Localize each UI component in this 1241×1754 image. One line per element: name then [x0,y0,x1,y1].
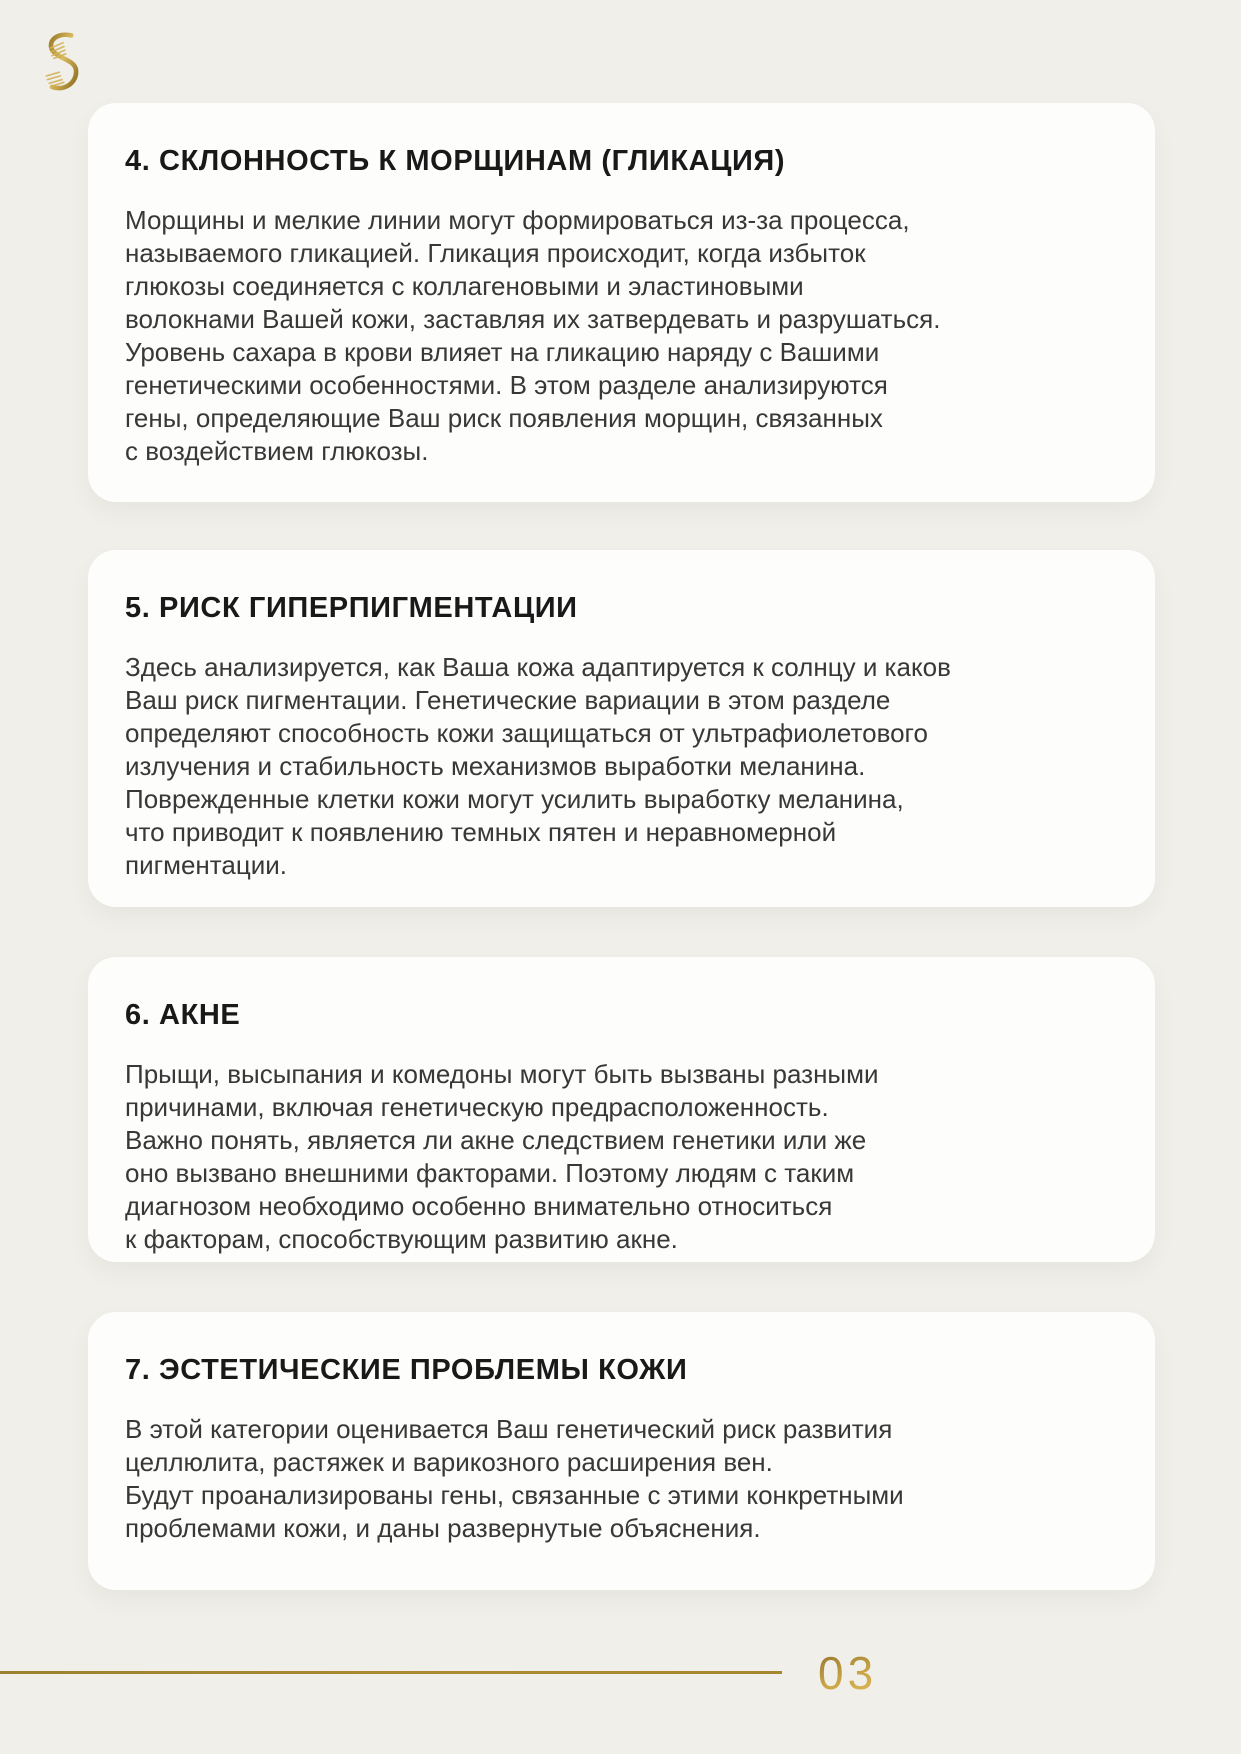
section-body: Прыщи, высыпания и комедоны могут быть вызваны разными причинами, включая генетическую предрасположенность. Важно понять, является ли акне следствием генетики или же оно вызвано внешними факторами. Поэтому людям с таким диагнозом необходимо особенно внимательно относиться к факторам, способствующим развитию акне. [125,1059,879,1254]
section-title: 5. РИСК ГИПЕРПИГМЕНТАЦИИ [125,592,578,624]
page-number: 03 [818,1647,878,1699]
section-body: В этой категории оценивается Ваш генетический риск развития целлюлита, растяжек и варикозного расширения вен. Будут проанализированы гены, связанные с этими конкретными проблемами кожи, и даны развернутые объяснения. [125,1414,904,1543]
section-body: Здесь анализируется, как Ваша кожа адаптируется к солнцу и каков Ваш риск пигментации. Генетические вариации в этом разделе определяют способность кожи защищаться от ультрафиолетового излучения и стабильность механизмов выработки меланина. Поврежденные клетки кожи могут усилить выработку меланина, что приводит к появлению темных пятен и неравномерной пигментации. [125,652,951,880]
section-body: Морщины и мелкие линии могут формироваться из-за процесса, называемого гликацией. Гликация происходит, когда избыток глюкозы соединяется с коллагеновыми и эластиновыми волокнами Вашей кожи, заставляя их затвердевать и разрушаться. Уровень сахара в крови влияет на гликацию наряду с Вашими генетическими особенностями. В этом разделе анализируются гены, определяющие Ваш риск появления морщин, связанных с воздействием глюкозы. [125,205,941,466]
section-title: 4. СКЛОННОСТЬ К МОРЩИНАМ (ГЛИКАЦИЯ) [125,145,786,177]
section-card-acne [88,957,1155,1262]
footer-gold-rule [0,1671,782,1674]
section-card-wrinkles [88,103,1155,502]
section-title: 7. ЭСТЕТИЧЕСКИЕ ПРОБЛЕМЫ КОЖИ [125,1354,688,1386]
section-card-hyperpigmentation [88,550,1155,907]
section-title: 6. АКНЕ [125,999,241,1031]
dna-helix-logo-icon [40,30,86,96]
section-card-aesthetic-problems [88,1312,1155,1590]
